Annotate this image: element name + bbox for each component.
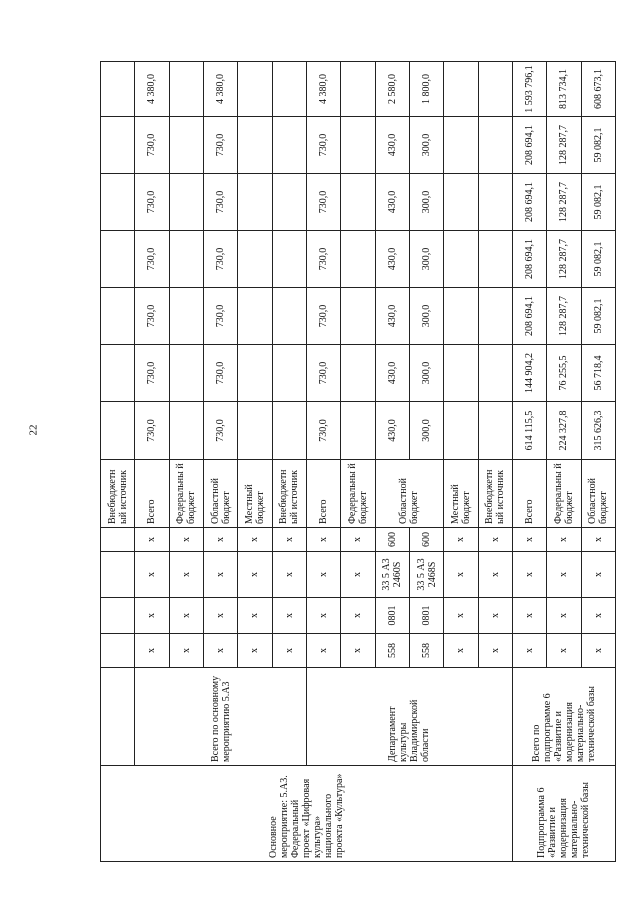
grbs-cell: x [203, 634, 237, 668]
csr-cell: x [444, 552, 478, 598]
value-cell [272, 345, 306, 402]
value-cell [444, 288, 478, 345]
page-number: 22 [27, 424, 40, 436]
source-cell: Федеральны й бюджет [169, 460, 203, 528]
value-cell [341, 62, 375, 117]
source-cell: Местный бюджет [444, 460, 478, 528]
value-cell [444, 117, 478, 174]
rz-cell: x [238, 598, 272, 634]
source-cell: Всего [512, 460, 546, 528]
value-cell: 730,0 [203, 288, 237, 345]
value-cell [272, 62, 306, 117]
grbs-cell: x [238, 634, 272, 668]
value-cell [238, 62, 272, 117]
rz-cell [101, 598, 135, 634]
csr-cell: x [478, 552, 512, 598]
csr-cell: x [547, 552, 581, 598]
value-cell [444, 345, 478, 402]
value-cell: 430,0 [375, 174, 409, 231]
value-cell [238, 402, 272, 460]
value-cell: 730,0 [306, 231, 340, 288]
value-cell [444, 174, 478, 231]
value-cell: 430,0 [375, 288, 409, 345]
value-cell [238, 288, 272, 345]
total-label-cell [101, 668, 135, 766]
value-cell [341, 345, 375, 402]
rz-cell: x [444, 598, 478, 634]
grbs-cell: x [512, 634, 546, 668]
value-cell [238, 117, 272, 174]
value-cell: 300,0 [409, 117, 443, 174]
value-cell: 730,0 [203, 345, 237, 402]
grbs-cell: x [272, 634, 306, 668]
value-cell: 208 694,1 [512, 231, 546, 288]
total-label-cell: Всего по основному мероприятию 5.А3 [135, 668, 307, 766]
vr-cell: 600 [375, 528, 409, 552]
value-cell [478, 117, 512, 174]
value-cell: 59 082,1 [581, 174, 615, 231]
rz-cell: x [478, 598, 512, 634]
value-cell: 128 287,7 [547, 288, 581, 345]
table-row [512, 62, 546, 862]
measure-cell: Подпрограмма 6 «Развитие и модернизация материально-технической базы [512, 766, 615, 862]
vr-cell: x [135, 528, 169, 552]
value-cell [238, 174, 272, 231]
grbs-cell: x [169, 634, 203, 668]
value-cell [169, 117, 203, 174]
vr-cell: x [306, 528, 340, 552]
value-cell: 144 904,2 [512, 345, 546, 402]
value-cell: 4 380,0 [306, 62, 340, 117]
value-cell: 430,0 [375, 117, 409, 174]
value-cell [272, 402, 306, 460]
value-cell: 608 673,1 [581, 62, 615, 117]
value-cell: 59 082,1 [581, 117, 615, 174]
csr-cell: x [512, 552, 546, 598]
value-cell: 76 255,5 [547, 345, 581, 402]
vr-cell: x [581, 528, 615, 552]
grbs-cell: x [306, 634, 340, 668]
budget-table [100, 61, 616, 862]
csr-cell: x [203, 552, 237, 598]
value-cell: 730,0 [306, 174, 340, 231]
value-cell [341, 117, 375, 174]
value-cell: 4 380,0 [135, 62, 169, 117]
source-cell: Внебюджетн ый источник [272, 460, 306, 528]
grbs-cell: 558 [375, 634, 409, 668]
value-cell: 300,0 [409, 174, 443, 231]
rz-cell: 0801 [409, 598, 443, 634]
grbs-cell: x [581, 634, 615, 668]
value-cell [341, 231, 375, 288]
value-cell: 730,0 [203, 174, 237, 231]
total-label-cell: Всего по подпрограмме 6 «Развитие и модернизация материально-технической базы [512, 668, 615, 766]
value-cell [101, 174, 135, 231]
csr-cell: x [135, 552, 169, 598]
value-cell: 730,0 [135, 231, 169, 288]
value-cell: 730,0 [306, 117, 340, 174]
value-cell [101, 62, 135, 117]
value-cell: 430,0 [375, 345, 409, 402]
rotated-table-wrapper [100, 62, 615, 862]
value-cell [272, 174, 306, 231]
value-cell: 208 694,1 [512, 288, 546, 345]
value-cell: 730,0 [135, 174, 169, 231]
csr-cell: x [306, 552, 340, 598]
source-cell: Местный бюджет [238, 460, 272, 528]
value-cell [272, 117, 306, 174]
value-cell: 614 115,5 [512, 402, 546, 460]
value-cell: 300,0 [409, 288, 443, 345]
source-cell: Внебюджетн ый источник [101, 460, 135, 528]
value-cell: 730,0 [135, 345, 169, 402]
value-cell: 4 380,0 [203, 62, 237, 117]
value-cell: 730,0 [203, 231, 237, 288]
csr-cell: x [238, 552, 272, 598]
csr-cell: x [272, 552, 306, 598]
measure-cell: Основное мероприятие: 5.А3. Федеральный проект «Цифровая культура» национального проекта «Культура» [101, 766, 513, 862]
source-cell: Внебюджетн ый источник [478, 460, 512, 528]
grbs-cell: x [135, 634, 169, 668]
value-cell: 813 734,1 [547, 62, 581, 117]
rz-cell: x [512, 598, 546, 634]
value-cell: 300,0 [409, 402, 443, 460]
value-cell [238, 345, 272, 402]
value-cell: 730,0 [135, 402, 169, 460]
vr-cell: x [512, 528, 546, 552]
value-cell: 300,0 [409, 231, 443, 288]
value-cell [341, 174, 375, 231]
rz-cell: x [341, 598, 375, 634]
value-cell: 208 694,1 [512, 174, 546, 231]
csr-cell: x [341, 552, 375, 598]
grbs-cell: x [478, 634, 512, 668]
value-cell [444, 231, 478, 288]
value-cell [169, 402, 203, 460]
value-cell: 730,0 [306, 345, 340, 402]
rz-cell: x [203, 598, 237, 634]
value-cell: 56 718,4 [581, 345, 615, 402]
value-cell [101, 345, 135, 402]
grbs-cell: 558 [409, 634, 443, 668]
executor-cell: Департамент культуры Владимирской области [306, 668, 512, 766]
value-cell [478, 288, 512, 345]
value-cell [101, 117, 135, 174]
source-cell: Областной бюджет [375, 460, 444, 528]
value-cell [169, 345, 203, 402]
vr-cell: x [547, 528, 581, 552]
value-cell: 730,0 [203, 117, 237, 174]
value-cell: 300,0 [409, 345, 443, 402]
value-cell [272, 288, 306, 345]
value-cell [478, 174, 512, 231]
value-cell [444, 402, 478, 460]
vr-cell: x [272, 528, 306, 552]
value-cell [444, 62, 478, 117]
value-cell [169, 231, 203, 288]
value-cell [478, 231, 512, 288]
value-cell: 730,0 [135, 117, 169, 174]
source-cell: Федеральны й бюджет [547, 460, 581, 528]
vr-cell: 600 [409, 528, 443, 552]
rz-cell: x [547, 598, 581, 634]
value-cell [478, 62, 512, 117]
vr-cell: x [444, 528, 478, 552]
value-cell [478, 345, 512, 402]
csr-cell: x [581, 552, 615, 598]
vr-cell: x [169, 528, 203, 552]
csr-cell: 33 5 А3 2460S [375, 552, 409, 598]
rz-cell: x [169, 598, 203, 634]
csr-cell: x [169, 552, 203, 598]
value-cell: 2 580,0 [375, 62, 409, 117]
vr-cell: x [203, 528, 237, 552]
source-cell: Областной бюджет [581, 460, 615, 528]
vr-cell: x [238, 528, 272, 552]
rz-cell: 0801 [375, 598, 409, 634]
rz-cell: x [581, 598, 615, 634]
rz-cell: x [135, 598, 169, 634]
source-cell: Всего [306, 460, 340, 528]
value-cell: 59 082,1 [581, 288, 615, 345]
value-cell [341, 288, 375, 345]
value-cell: 730,0 [135, 288, 169, 345]
value-cell: 315 626,3 [581, 402, 615, 460]
grbs-cell: x [444, 634, 478, 668]
value-cell: 1 593 796,1 [512, 62, 546, 117]
rz-cell: x [272, 598, 306, 634]
vr-cell: x [341, 528, 375, 552]
value-cell [101, 402, 135, 460]
value-cell: 208 694,1 [512, 117, 546, 174]
table-row [101, 62, 135, 862]
value-cell [341, 402, 375, 460]
table-row [306, 62, 340, 862]
csr-cell: 33 5 А3 2468S [409, 552, 443, 598]
vr-cell: x [478, 528, 512, 552]
value-cell: 730,0 [306, 402, 340, 460]
rz-cell: x [306, 598, 340, 634]
value-cell: 730,0 [203, 402, 237, 460]
grbs-cell: x [341, 634, 375, 668]
value-cell [169, 288, 203, 345]
value-cell [238, 231, 272, 288]
value-cell [272, 231, 306, 288]
table-row [135, 62, 169, 862]
grbs-cell [101, 634, 135, 668]
value-cell: 128 287,7 [547, 117, 581, 174]
value-cell: 128 287,7 [547, 231, 581, 288]
value-cell [101, 231, 135, 288]
value-cell: 224 327,8 [547, 402, 581, 460]
source-cell: Областной бюджет [203, 460, 237, 528]
value-cell: 430,0 [375, 402, 409, 460]
value-cell: 430,0 [375, 231, 409, 288]
value-cell [478, 402, 512, 460]
value-cell: 59 082,1 [581, 231, 615, 288]
source-cell: Всего [135, 460, 169, 528]
value-cell: 730,0 [306, 288, 340, 345]
value-cell [101, 288, 135, 345]
source-cell: Федеральны й бюджет [341, 460, 375, 528]
grbs-cell: x [547, 634, 581, 668]
vr-cell [101, 528, 135, 552]
value-cell [169, 174, 203, 231]
csr-cell [101, 552, 135, 598]
value-cell [169, 62, 203, 117]
value-cell: 1 800,0 [409, 62, 443, 117]
value-cell: 128 287,7 [547, 174, 581, 231]
